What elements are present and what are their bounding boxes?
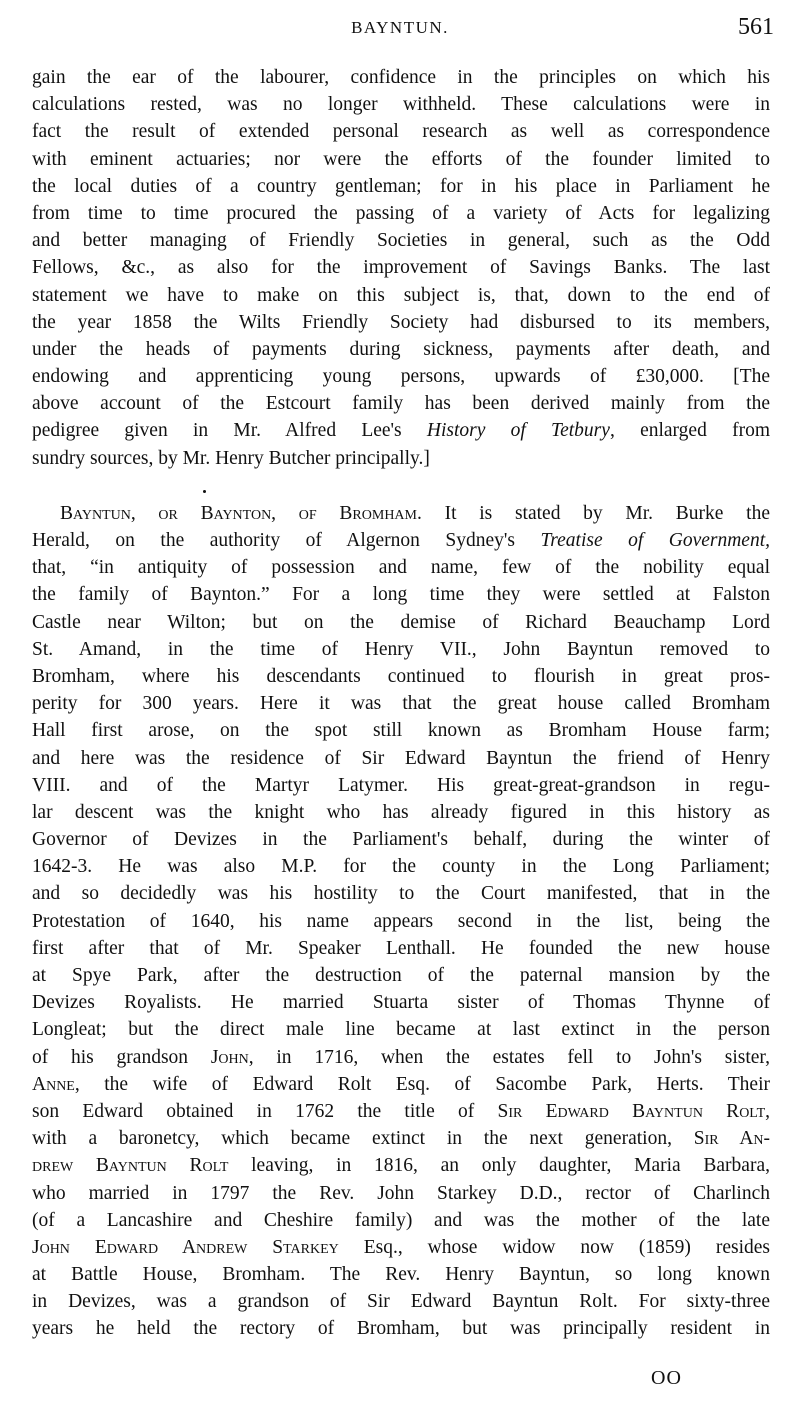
- text-run: ,: [765, 1100, 770, 1122]
- text-line: sundry sources, by Mr. Henry Butcher principally.]: [32, 447, 430, 469]
- text-line: St. Amand, in the time of Henry VII., John Bayntun removed to: [32, 638, 770, 660]
- text-line: endowing and apprenticing young persons, upwards of £30,000. [The: [32, 366, 770, 388]
- text-run: with a baronetcy, which became extinct in the next generation,: [32, 1128, 694, 1150]
- text-line: Fellows, &c., as also for the improvement of Savings Banks. The last: [32, 257, 770, 279]
- person-name: drew Bayntun Rolt: [32, 1155, 229, 1177]
- text-line: statement we have to make on this subject is, that, down to the end of: [32, 284, 770, 306]
- text-line: in Devizes, was a grandson of Sir Edward Bayntun Rolt. For sixty-three: [32, 1291, 770, 1313]
- text-run: Herald, on the authority of Algernon Sydney's: [32, 530, 541, 551]
- text-line: first after that of Mr. Speaker Lenthall. He founded the new house: [32, 937, 770, 959]
- text-line: and better managing of Friendly Societies in general, such as the Odd: [32, 230, 770, 252]
- section-heading: Bayntun, or Baynton, of Bromham.: [60, 502, 422, 524]
- text-line: fact the result of extended personal research as well as correspondence: [32, 121, 770, 143]
- text-line: [32, 417, 770, 444]
- text-line: years he held the rectory of Bromham, but was principally resident in: [32, 1318, 770, 1340]
- text-line: the year 1858 the Wilts Friendly Society had disbursed to its members,: [32, 311, 770, 333]
- text-run: leaving, in 1816, an only daughter, Maria Barbara,: [228, 1155, 770, 1177]
- paragraph-gap: [32, 472, 770, 500]
- text-line: [32, 1071, 770, 1098]
- text-line: gain the ear of the labourer, confidence in the principles on which his: [32, 67, 770, 88]
- text-line: the family of Baynton.” For a long time they were settled at Falston: [32, 584, 770, 606]
- body-text: [32, 64, 770, 1343]
- book-title-treatise-of-government: Treatise of Government,: [540, 530, 771, 551]
- printer-signature-mark: OO: [651, 1367, 682, 1389]
- text-line: Protestation of 1640, his name appears second in the list, being the: [32, 910, 770, 932]
- text-line: from time to time procured the passing of a variety of Acts for legalizing: [32, 202, 770, 224]
- text-line: calculations rested, was no longer withheld. These calculations were in: [32, 94, 770, 116]
- text-line: lar descent was the knight who has already figured in this history as: [32, 801, 770, 823]
- text-line: above account of the Estcourt family has been derived mainly from the: [32, 393, 770, 415]
- text-line: that, “in antiquity of possession and name, few of the nobility equal: [32, 557, 770, 579]
- person-name: John: [210, 1046, 249, 1068]
- running-header: [0, 14, 800, 44]
- text-line: [32, 1152, 770, 1179]
- text-line: [32, 1044, 770, 1071]
- stray-dot-mark: [203, 490, 206, 493]
- person-name: Sir Edward Bayntun Rolt: [497, 1100, 766, 1122]
- text-line: [32, 1125, 770, 1152]
- text-run: Esq., whose widow now (1859) resides: [338, 1236, 770, 1258]
- text-line: Bromham, where his descendants continued to flourish in great pros-: [32, 665, 770, 687]
- person-name: John Edward Andrew Starkey: [32, 1236, 339, 1258]
- text-run: , in 1716, when the estates fell to John's sister,: [248, 1046, 770, 1068]
- text-line: under the heads of payments during sickness, payments after death, and: [32, 338, 770, 360]
- text-line: [32, 1098, 770, 1125]
- paragraph-bayntun-of-bromham: [32, 500, 770, 1343]
- text-line: Castle near Wilton; but on the demise of Richard Beauchamp Lord: [32, 611, 770, 633]
- text-run: pedigree given in Mr. Alfred Lee's: [32, 420, 427, 442]
- text-line: Devizes Royalists. He married Stuarta sister of Thomas Thynne of: [32, 992, 770, 1014]
- running-title: BAYNTUN.: [351, 18, 449, 37]
- text-run: , the wife of Edward Rolt Esq. of Sacombe Park, Herts. Their: [74, 1073, 770, 1095]
- text-line: Hall first arose, on the spot still known as Bromham House farm;: [32, 720, 770, 742]
- text-line: at Spye Park, after the destruction of the paternal mansion by the: [32, 965, 770, 986]
- paragraph-friendly-society: [32, 64, 770, 472]
- text-line: at Battle House, Bromham. The Rev. Henry Bayntun, so long known: [32, 1264, 770, 1286]
- person-name: Anne: [32, 1073, 75, 1095]
- text-line: Longleat; but the direct male line became at last extinct in the person: [32, 1019, 770, 1041]
- text-run: , enlarged from: [609, 420, 770, 442]
- text-line: [32, 1234, 770, 1261]
- text-line: the local duties of a country gentleman; for in his place in Parliament he: [32, 175, 770, 197]
- book-title-history-of-tetbury: History of Tetbury: [426, 420, 610, 442]
- text-line: Governor of Devizes in the Parliament's behalf, during the winter of: [32, 829, 770, 851]
- person-name: Sir An-: [693, 1128, 770, 1150]
- text-line: and here was the residence of Sir Edward Bayntun the friend of Henry: [32, 747, 770, 769]
- text-line: perity for 300 years. Here it was that the great house called Bromham: [32, 693, 770, 715]
- text-line: and so decidedly was his hostility to the Court manifested, that in the: [32, 883, 770, 905]
- text-line: (of a Lancashire and Cheshire family) and was the mother of the late: [32, 1209, 770, 1231]
- text-line: who married in 1797 the Rev. John Starkey D.D., rector of Charlinch: [32, 1182, 770, 1204]
- page-number: 561: [738, 14, 774, 40]
- text-line: VIII. and of the Martyr Latymer. His great-great-grandson in regu-: [32, 774, 770, 796]
- text-line: [32, 500, 770, 527]
- text-line: 1642-3. He was also M.P. for the county in the Long Parliament;: [32, 856, 770, 878]
- text-run: son Edward obtained in 1762 the title of: [32, 1100, 498, 1122]
- text-run: It is stated by Mr. Burke the: [421, 502, 770, 524]
- text-run: of his grandson: [32, 1046, 211, 1068]
- text-line: [32, 527, 770, 554]
- text-line: with eminent actuaries; nor were the efforts of the founder limited to: [32, 148, 770, 170]
